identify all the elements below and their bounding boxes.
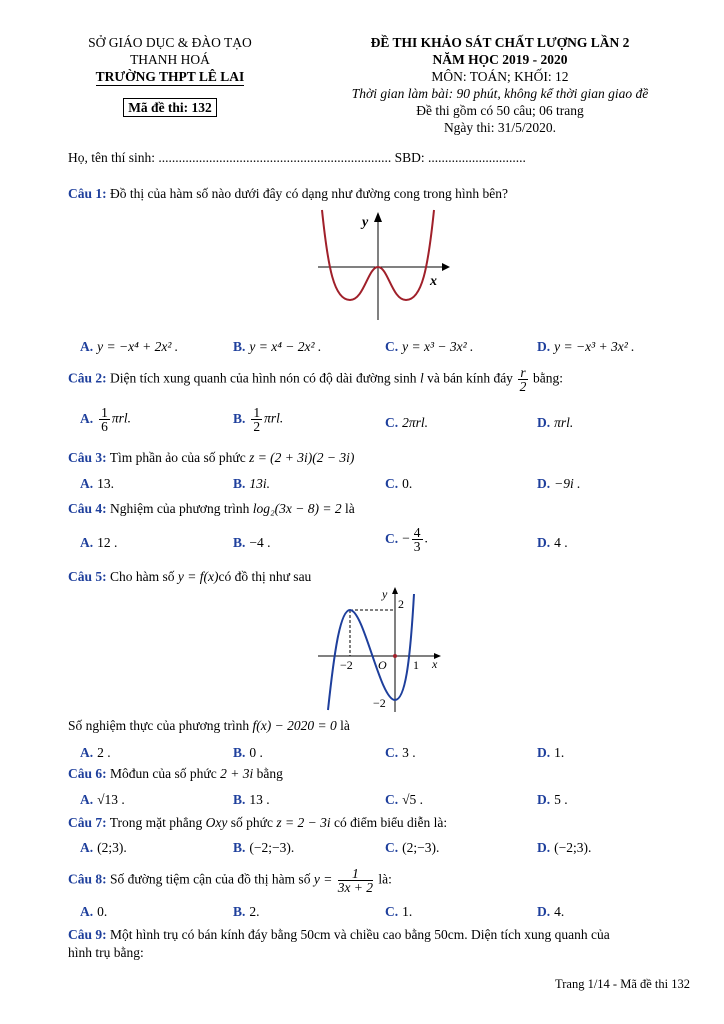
q5-tick-top: 2	[398, 597, 404, 611]
question-9-line2: hình trụ bằng:	[68, 945, 144, 960]
q1-x-arrow-icon	[442, 263, 450, 271]
q2-option-c[interactable]: C. 2πrl.	[385, 415, 429, 430]
subject: MÔN: TOÁN; KHỐI: 12	[431, 69, 569, 84]
question-2-label: Câu 2:	[68, 370, 107, 386]
dept-line2: THANH HOÁ	[130, 52, 210, 67]
question-1-graph	[310, 208, 450, 328]
school-name: TRƯỜNG THPT LÊ LAI	[95, 69, 245, 84]
q6-option-c[interactable]: C. √5 .	[385, 792, 424, 807]
question-6: Câu 6: Môđun của số phức 2 + 3i bằng	[68, 766, 283, 781]
exam-time: Thời gian làm bài: 90 phút, không kể thời gian giao đề	[351, 86, 649, 101]
q5-y-arrow-icon	[392, 587, 398, 594]
q5-tick-bottom: −2	[373, 696, 386, 710]
q1-y-label: y	[362, 215, 369, 230]
q5-y-label: y	[382, 587, 388, 601]
q8-option-a[interactable]: A. 0.	[80, 904, 108, 919]
q3-option-d[interactable]: D. −9i .	[537, 476, 581, 491]
q8-fraction: $\frac{1}{3x + 2}$	[337, 866, 374, 895]
page-count: Đề thi gồm có 50 câu; 06 trang	[416, 103, 584, 118]
q2-option-a[interactable]: A. $\frac{1}{6}$ πrl.	[80, 405, 132, 434]
q2-option-d[interactable]: D. πrl.	[537, 415, 574, 430]
question-5-prompt: Số nghiệm thực của phương trình f(x) − 2020 = 0 là	[68, 718, 350, 733]
question-9: Câu 9: Một hình trụ có bán kính đáy bằng 50cm và chiều cao bằng 50cm. Diện tích xung quanh của	[68, 927, 610, 942]
q6-option-a[interactable]: A. √13 .	[80, 792, 125, 807]
q3-option-a[interactable]: A. 13.	[80, 476, 114, 491]
exam-code: Mã đề thi: 132	[123, 98, 217, 117]
q5-origin-point	[393, 654, 397, 658]
q4-option-c[interactable]: C. − $\frac{4}{3}$ .	[385, 525, 428, 554]
q7-option-c[interactable]: C. (2;−3).	[385, 840, 440, 855]
q1-option-b[interactable]: B. y = x⁴ − 2x² .	[233, 339, 322, 354]
q5-option-b[interactable]: B. 0 .	[233, 745, 263, 760]
q2-radius-fraction: $\frac{r}{2}$	[519, 365, 527, 394]
dept-line1: SỞ GIÁO DỤC & ĐÀO TẠO	[88, 35, 252, 50]
q3-option-c[interactable]: C. 0.	[385, 476, 413, 491]
q5-option-d[interactable]: D. 1.	[537, 745, 565, 760]
q7-option-a[interactable]: A. (2;3).	[80, 840, 127, 855]
q5-origin-label: O	[378, 658, 387, 672]
q8-option-c[interactable]: C. 1.	[385, 904, 413, 919]
question-4: Câu 4: Nghiệm của phương trình log₂(3x − 8) = 2 là	[68, 501, 355, 516]
header-right	[305, 34, 695, 136]
q4-option-b[interactable]: B. −4 .	[233, 535, 271, 550]
q6-option-b[interactable]: B. 13 .	[233, 792, 270, 807]
q8-option-b[interactable]: B. 2.	[233, 904, 260, 919]
exam-title: ĐỀ THI KHẢO SÁT CHẤT LƯỢNG LẦN 2	[370, 35, 630, 50]
q7-option-d[interactable]: D. (−2;3).	[537, 840, 592, 855]
q1-y-arrow-icon	[374, 212, 382, 222]
question-2: Câu 2: Diện tích xung quanh của hình nón có độ dài đường sinh l và bán kính đáy $\frac{r}{2}$ bằng:	[68, 365, 563, 394]
question-7: Câu 7: Trong mặt phẳng Oxy số phức z = 2 − 3i có điểm biểu diễn là:	[68, 815, 448, 830]
question-8: Câu 8: Số đường tiệm cận của đồ thị hàm số y = $\frac{1}{3x + 2}$ là:	[68, 866, 392, 895]
question-1-text: Đồ thị của hàm số nào dưới đây có dạng như đường cong trong hình bên?	[110, 186, 509, 201]
header-left	[60, 34, 280, 117]
q4-option-d[interactable]: D. 4 .	[537, 535, 568, 550]
school-year: NĂM HỌC 2019 - 2020	[432, 52, 568, 67]
q5-option-a[interactable]: A. 2 .	[80, 745, 111, 760]
exam-date: Ngày thi: 31/5/2020.	[443, 120, 557, 135]
q5-tick-right: 1	[413, 658, 419, 672]
q5-tick-left: −2	[340, 658, 353, 672]
q7-option-b[interactable]: B. (−2;−3).	[233, 840, 295, 855]
student-info-line: Họ, tên thí sinh: ..................................................................... SBD: .............................	[68, 150, 526, 165]
q6-option-d[interactable]: D. 5 .	[537, 792, 568, 807]
q8-option-d[interactable]: D. 4.	[537, 904, 565, 919]
q1-option-a[interactable]: A. y = −x⁴ + 2x² .	[80, 339, 179, 354]
question-5-graph	[310, 584, 445, 714]
q5-curve	[328, 594, 414, 710]
q1-x-label: x	[430, 274, 437, 289]
q5-x-label: x	[432, 657, 438, 671]
question-3: Câu 3: Tìm phần ảo của số phức z = (2 + 3i)(2 − 3i)	[68, 450, 355, 465]
question-1-label: Câu 1:	[68, 186, 107, 201]
q5-option-c[interactable]: C. 3 .	[385, 745, 416, 760]
question-5: Câu 5: Cho hàm số y = f(x)có đồ thị như sau	[68, 569, 312, 584]
q1-option-c[interactable]: C. y = x³ − 3x² .	[385, 339, 474, 354]
q2-option-b[interactable]: B. $\frac{1}{2}$ πrl.	[233, 405, 284, 434]
q1-option-d[interactable]: D. y = −x³ + 3x² .	[537, 339, 635, 354]
question-1	[68, 186, 508, 202]
q3-option-b[interactable]: B. 13i.	[233, 476, 271, 491]
q4-option-a[interactable]: A. 12 .	[80, 535, 118, 550]
page-footer: Trang 1/14 - Mã đề thi 132	[555, 977, 690, 991]
